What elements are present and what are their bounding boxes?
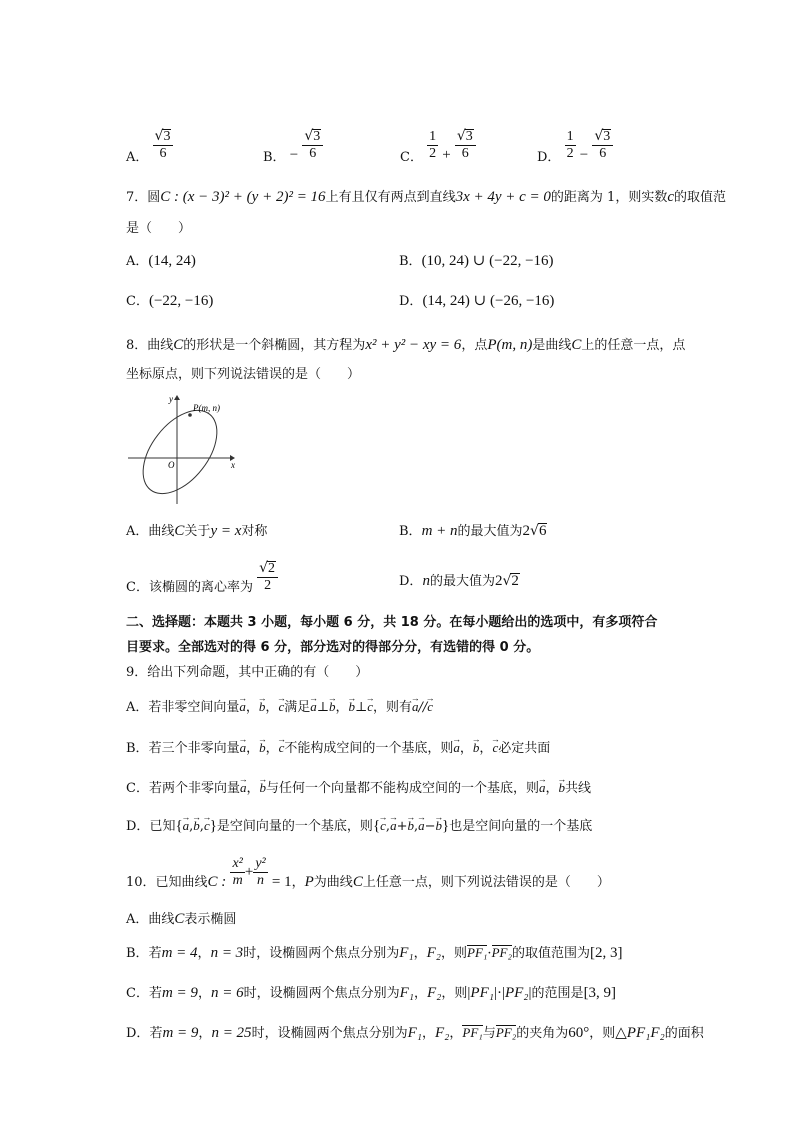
q7-stem: 7．圆C : (x − 3)² + (y + 2)² = 16上有且仅有两点到直线3x + 4y + c = 0的距离为 1，则实数c的取值范 bbox=[126, 189, 727, 205]
q9-option-a: A．若非零空间向量→ a，→ b，→ c满足→ a⊥→ b，→ b⊥→ c，则有→ a//→ c bbox=[126, 698, 433, 717]
y-axis-arrow bbox=[174, 395, 180, 400]
q10-option-d: D．若m = 9，n = 25时，设椭圆两个焦点分别为F₁，F₂，PF₁与PF₂的夹角为60°，则△PF₁F₂的面积 bbox=[126, 1025, 704, 1041]
section-2-subtitle: 目要求。全部选对的得 6 分，部分选对的得部分分，有选错的得 0 分。 bbox=[126, 640, 540, 655]
q10-stem: 10．已知曲线C : $\frac{\text{x²}}{m}$ + $\frac{\text{y²}}{n}$ = 1，P为曲线C上任意一点，则下列说法错误的是（ ） bbox=[126, 856, 610, 890]
q7-option-d: D．(14, 24) ∪ (−26, −16) bbox=[399, 293, 555, 309]
q8-option-c: C．该椭圆的离心率为 $\frac{√2}{2}$ bbox=[126, 560, 278, 600]
q9-option-c: C．若两个非零向量→ a，→ b与任何一个向量都不能构成空间的一个基底，则→ a，→ b共线 bbox=[126, 779, 591, 798]
q9-option-d: D．已知{→ a,→ b,→ c}是空间向量的一个基底，则{→ c,→ a+→ b,→ a−→ b}也是空间向量的一个基底 bbox=[126, 817, 592, 836]
fraction: $\frac{√3}{6}$ bbox=[455, 128, 476, 162]
point-p bbox=[188, 413, 192, 417]
right-crop-edge bbox=[736, 0, 794, 1123]
q6-option-d: D． $\frac{1}{2}$ − $\frac{√3}{6}$ bbox=[537, 128, 613, 170]
section-2-title: 二、选择题：本题共 3 小题，每小题 6 分，共 18 分。在每小题给出的选项中，有多项符合 bbox=[126, 615, 658, 630]
q7-option-a: A．(14, 24) bbox=[126, 253, 196, 269]
fraction: $\frac{√3}{6}$ bbox=[302, 128, 323, 162]
q7-stem-cont: 是（ ） bbox=[126, 221, 192, 236]
q10-option-b: B．若m = 4，n = 3时，设椭圆两个焦点分别为F₁，F₂，则PF₁·PF₂的取值范围为[2, 3] bbox=[126, 945, 623, 961]
q6-option-c: C． $\frac{1}{2}$ + $\frac{√3}{6}$ bbox=[400, 128, 476, 170]
graph-origin-label: O bbox=[168, 460, 175, 470]
q7-option-c: C．(−22, −16) bbox=[126, 293, 214, 309]
ellipse-graph bbox=[118, 394, 240, 506]
fraction: $\frac{1}{2}$ bbox=[566, 128, 574, 161]
q10-option-a: A．曲线C表示椭圆 bbox=[126, 911, 237, 927]
q8-option-d: D．n的最大值为2√2 bbox=[399, 573, 519, 589]
q8-option-b: B．m + n的最大值为2√6 bbox=[399, 523, 547, 539]
q10-option-c: C．若m = 9，n = 6时，设椭圆两个焦点分别为F₁，F₂，则|PF₁|·|PF₂|的范围是[3, 9] bbox=[126, 985, 617, 1001]
q9-stem: 9．给出下列命题，其中正确的有（ ） bbox=[126, 665, 369, 680]
q9-option-b: B．若三个非零向量→ a，→ b，→ c不能构成空间的一个基底，则→ a，→ b，→ c必定共面 bbox=[126, 739, 550, 758]
q7-option-b: B．(10, 24) ∪ (−22, −16) bbox=[399, 253, 554, 269]
fraction: $\frac{1}{2}$ bbox=[429, 128, 437, 161]
q6-option-b: B． − $\frac{√3}{6}$ bbox=[263, 128, 323, 170]
q8-stem-cont: 坐标原点，则下列说法错误的是（ ） bbox=[126, 367, 361, 382]
fraction: $\frac{√3}{6}$ bbox=[153, 128, 174, 162]
q8-option-a: A．曲线C关于y = x对称 bbox=[126, 523, 268, 539]
graph-point-label: P(m, n) bbox=[193, 403, 220, 413]
q8-stem: 8．曲线C的形状是一个斜椭圆，其方程为x² + y² − xy = 6，点P(m, n)是曲线C上的任意一点，点 bbox=[126, 337, 686, 353]
fraction: $\frac{√3}{6}$ bbox=[592, 128, 613, 162]
graph-y-label: y bbox=[169, 394, 173, 404]
q6-option-a: A． $\frac{√3}{6}$ bbox=[126, 128, 173, 170]
tilted-ellipse bbox=[128, 397, 231, 506]
graph-x-label: x bbox=[231, 460, 235, 470]
